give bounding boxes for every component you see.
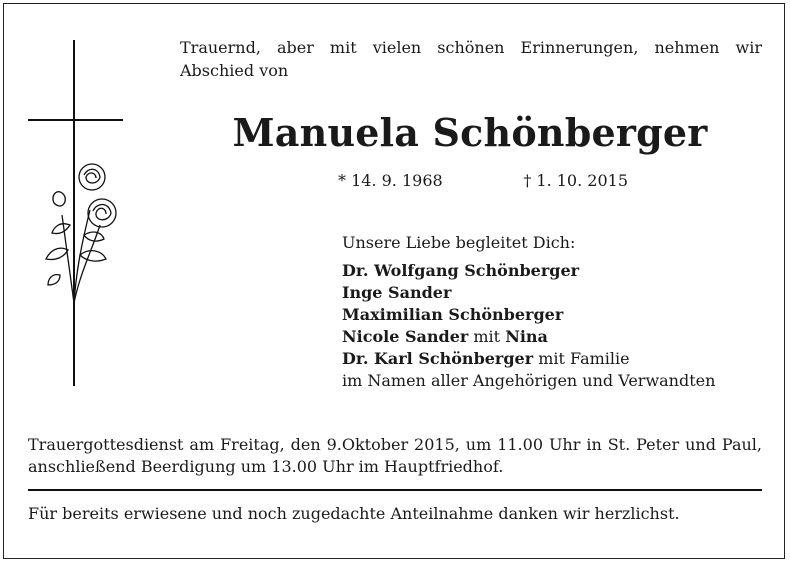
cross-crossbar — [28, 119, 123, 121]
divider — [28, 489, 762, 491]
family-member: Nicole Sander mit Nina — [342, 327, 548, 346]
family-closing: im Namen aller Angehörigen und Verwandten — [342, 371, 716, 390]
family-member: Dr. Karl Schönberger mit Familie — [342, 349, 630, 368]
birth-date: * 14. 9. 1968 — [338, 171, 443, 190]
family-intro: Unsere Liebe begleitet Dich: — [342, 233, 576, 252]
roses-icon — [40, 155, 125, 310]
intro-text: Trauernd, aber mit vielen schönen Erinnerungen, nehmen wir Abschied von — [180, 38, 762, 80]
service-text: Trauergottesdienst am Freitag, den 9.Oktober 2015, um 11.00 Uhr in St. Peter und Paul, anschließend Beerdigung um 13.00 Uhr im Hauptfriedhof. — [28, 435, 762, 476]
deceased-name: Manuela Schönberger — [232, 110, 708, 155]
family-block — [342, 232, 762, 392]
life-dates — [338, 171, 628, 190]
family-member: Dr. Wolfgang Schönberger — [342, 261, 580, 280]
family-member: Inge Sander — [342, 283, 452, 302]
death-date: † 1. 10. 2015 — [523, 171, 628, 190]
family-member: Maximilian Schönberger — [342, 305, 564, 324]
thanks-text: Für bereits erwiesene und noch zugedachte Anteilnahme danken wir herzlichst. — [28, 504, 680, 523]
